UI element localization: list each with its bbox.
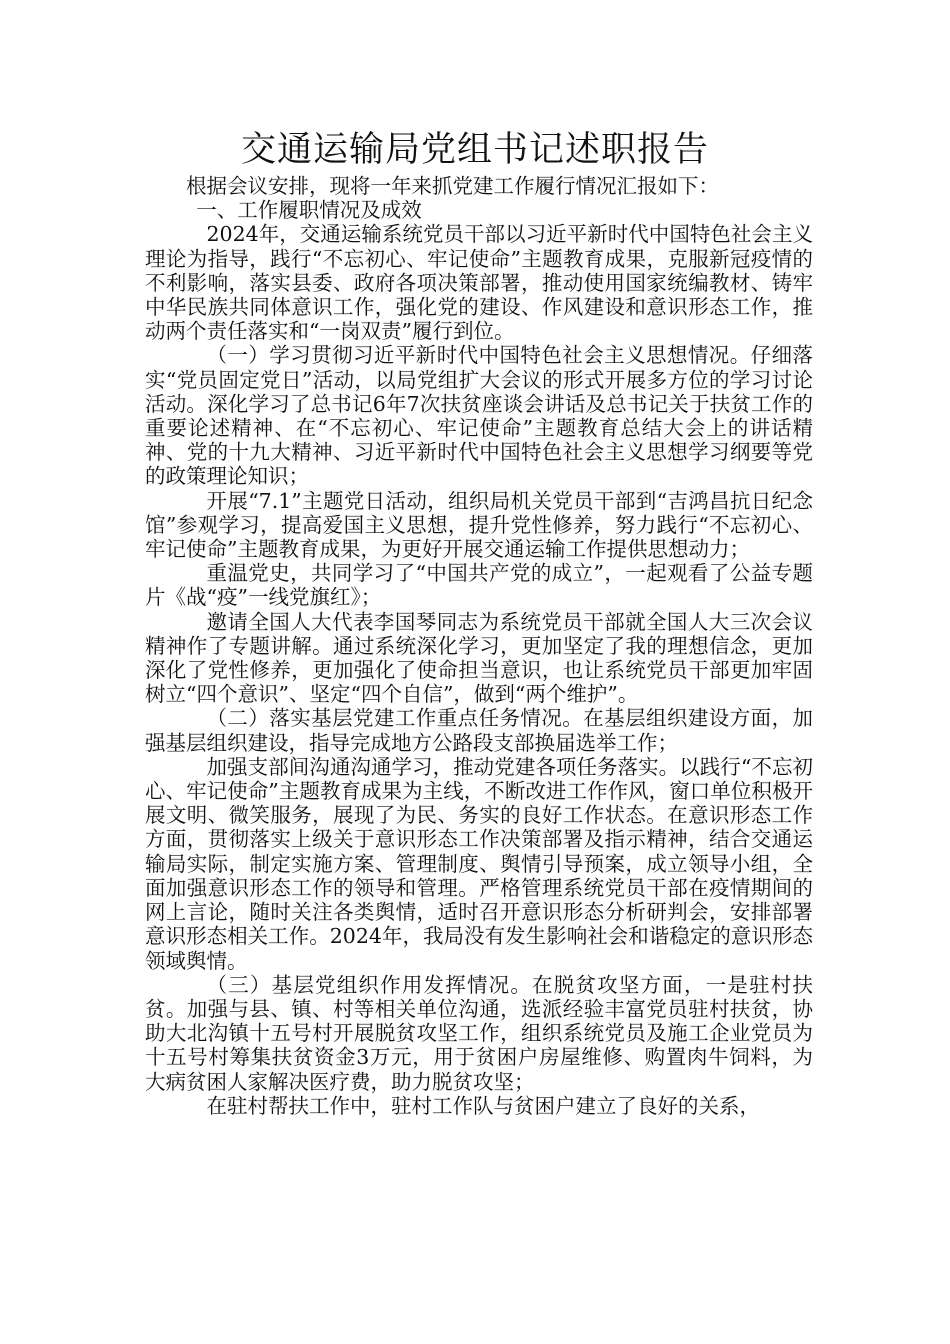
document-body: [145, 174, 813, 1118]
document-title: 交通运输局党组书记述职报告: [240, 130, 709, 170]
subsection-paragraph: （二）落实基层党建工作重点任务情况。在基层组织建设方面，加强基层组织建设，指导完成地方公路段支部换届选举工作；: [145, 706, 813, 755]
body-paragraph: 2024年，交通运输系统党员干部以习近平新时代中国特色社会主义理论为指导，践行“不忘初心、牢记使命”主题教育成果，克服新冠疫情的不利影响，落实县委、政府各项决策部署，推动使用国家统编教材、铸牢中华民族共同体意识工作，强化党的建设、作风建设和意识形态工作，推动两个责任落实和“一岗双责”履行到位。: [145, 222, 813, 344]
section-heading: 一、工作履职情况及成效: [196, 198, 422, 223]
body-paragraph: 重温党史，共同学习了“中国共产党的成立”，一起观看了公益专题片《战“疫”一线党旗红》；: [145, 561, 813, 610]
body-paragraph: 在驻村帮扶工作中，驻村工作队与贫困户建立了良好的关系，: [206, 1093, 760, 1118]
subsection-paragraph: （三）基层党组织作用发挥情况。在脱贫攻坚方面，一是驻村扶贫。加强与县、镇、村等相关单位沟通，选派经验丰富党员驻村扶贫，协助大北沟镇十五号村开展脱贫攻坚工作，组织系统党员及施工企业党员为十五号村筹集扶贫资金3万元，用于贫困户房屋维修、购置肉牛饲料，为大病贫困人家解决医疗费，助力脱贫攻坚；: [145, 972, 813, 1094]
subsection-paragraph: （一）学习贯彻习近平新时代中国特色社会主义思想情况。仔细落实“党员固定党日”活动，以局党组扩大会议的形式开展多方位的学习讨论活动。深化学习了总书记6年7次扶贫座谈会讲话及总书记关于扶贫工作的重要论述精神、在“不忘初心、牢记使命”主题教育总结大会上的讲话精神、党的十九大精神、习近平新时代中国特色社会主义思想学习纲要等党的政策理论知识；: [145, 343, 813, 489]
intro-paragraph: 根据会议安排，现将一年来抓党建工作履行情况汇报如下：: [186, 174, 719, 198]
body-paragraph: 邀请全国人大代表李国琴同志为系统党员干部就全国人大三次会议精神作了专题讲解。通过系统深化学习，更加坚定了我的理想信念，更加深化了党性修养，更加强化了使命担当意识，也让系统党员干部更加牢固树立“四个意识”、坚定“四个自信”，做到“两个维护”。: [145, 609, 813, 707]
body-paragraph: 开展“7.1”主题党日活动，组织局机关党员干部到“吉鸿昌抗日纪念馆”参观学习，提高爱国主义思想，提升党性修养，努力践行“不忘初心、牢记使命”主题教育成果，为更好开展交通运输工作提供思想动力；: [145, 488, 813, 562]
body-paragraph: 加强支部间沟通沟通学习，推动党建各项任务落实。以践行“不忘初心、牢记使命”主题教育成果为主线，不断改进工作作风，窗口单位积极开展文明、微笑服务，展现了为民、务实的良好工作状态。在意识形态工作方面，贯彻落实上级关于意识形态工作决策部署及指示精神，结合交通运输局实际，制定实施方案、管理制度、舆情引导预案，成立领导小组，全面加强意识形态工作的领导和管理。严格管理系统党员干部在疫情期间的网上言论，随时关注各类舆情，适时召开意识形态分析研判会，安排部署意识形态相关工作。2024年，我局没有发生影响社会和谐稳定的意识形态领域舆情。: [145, 754, 813, 973]
